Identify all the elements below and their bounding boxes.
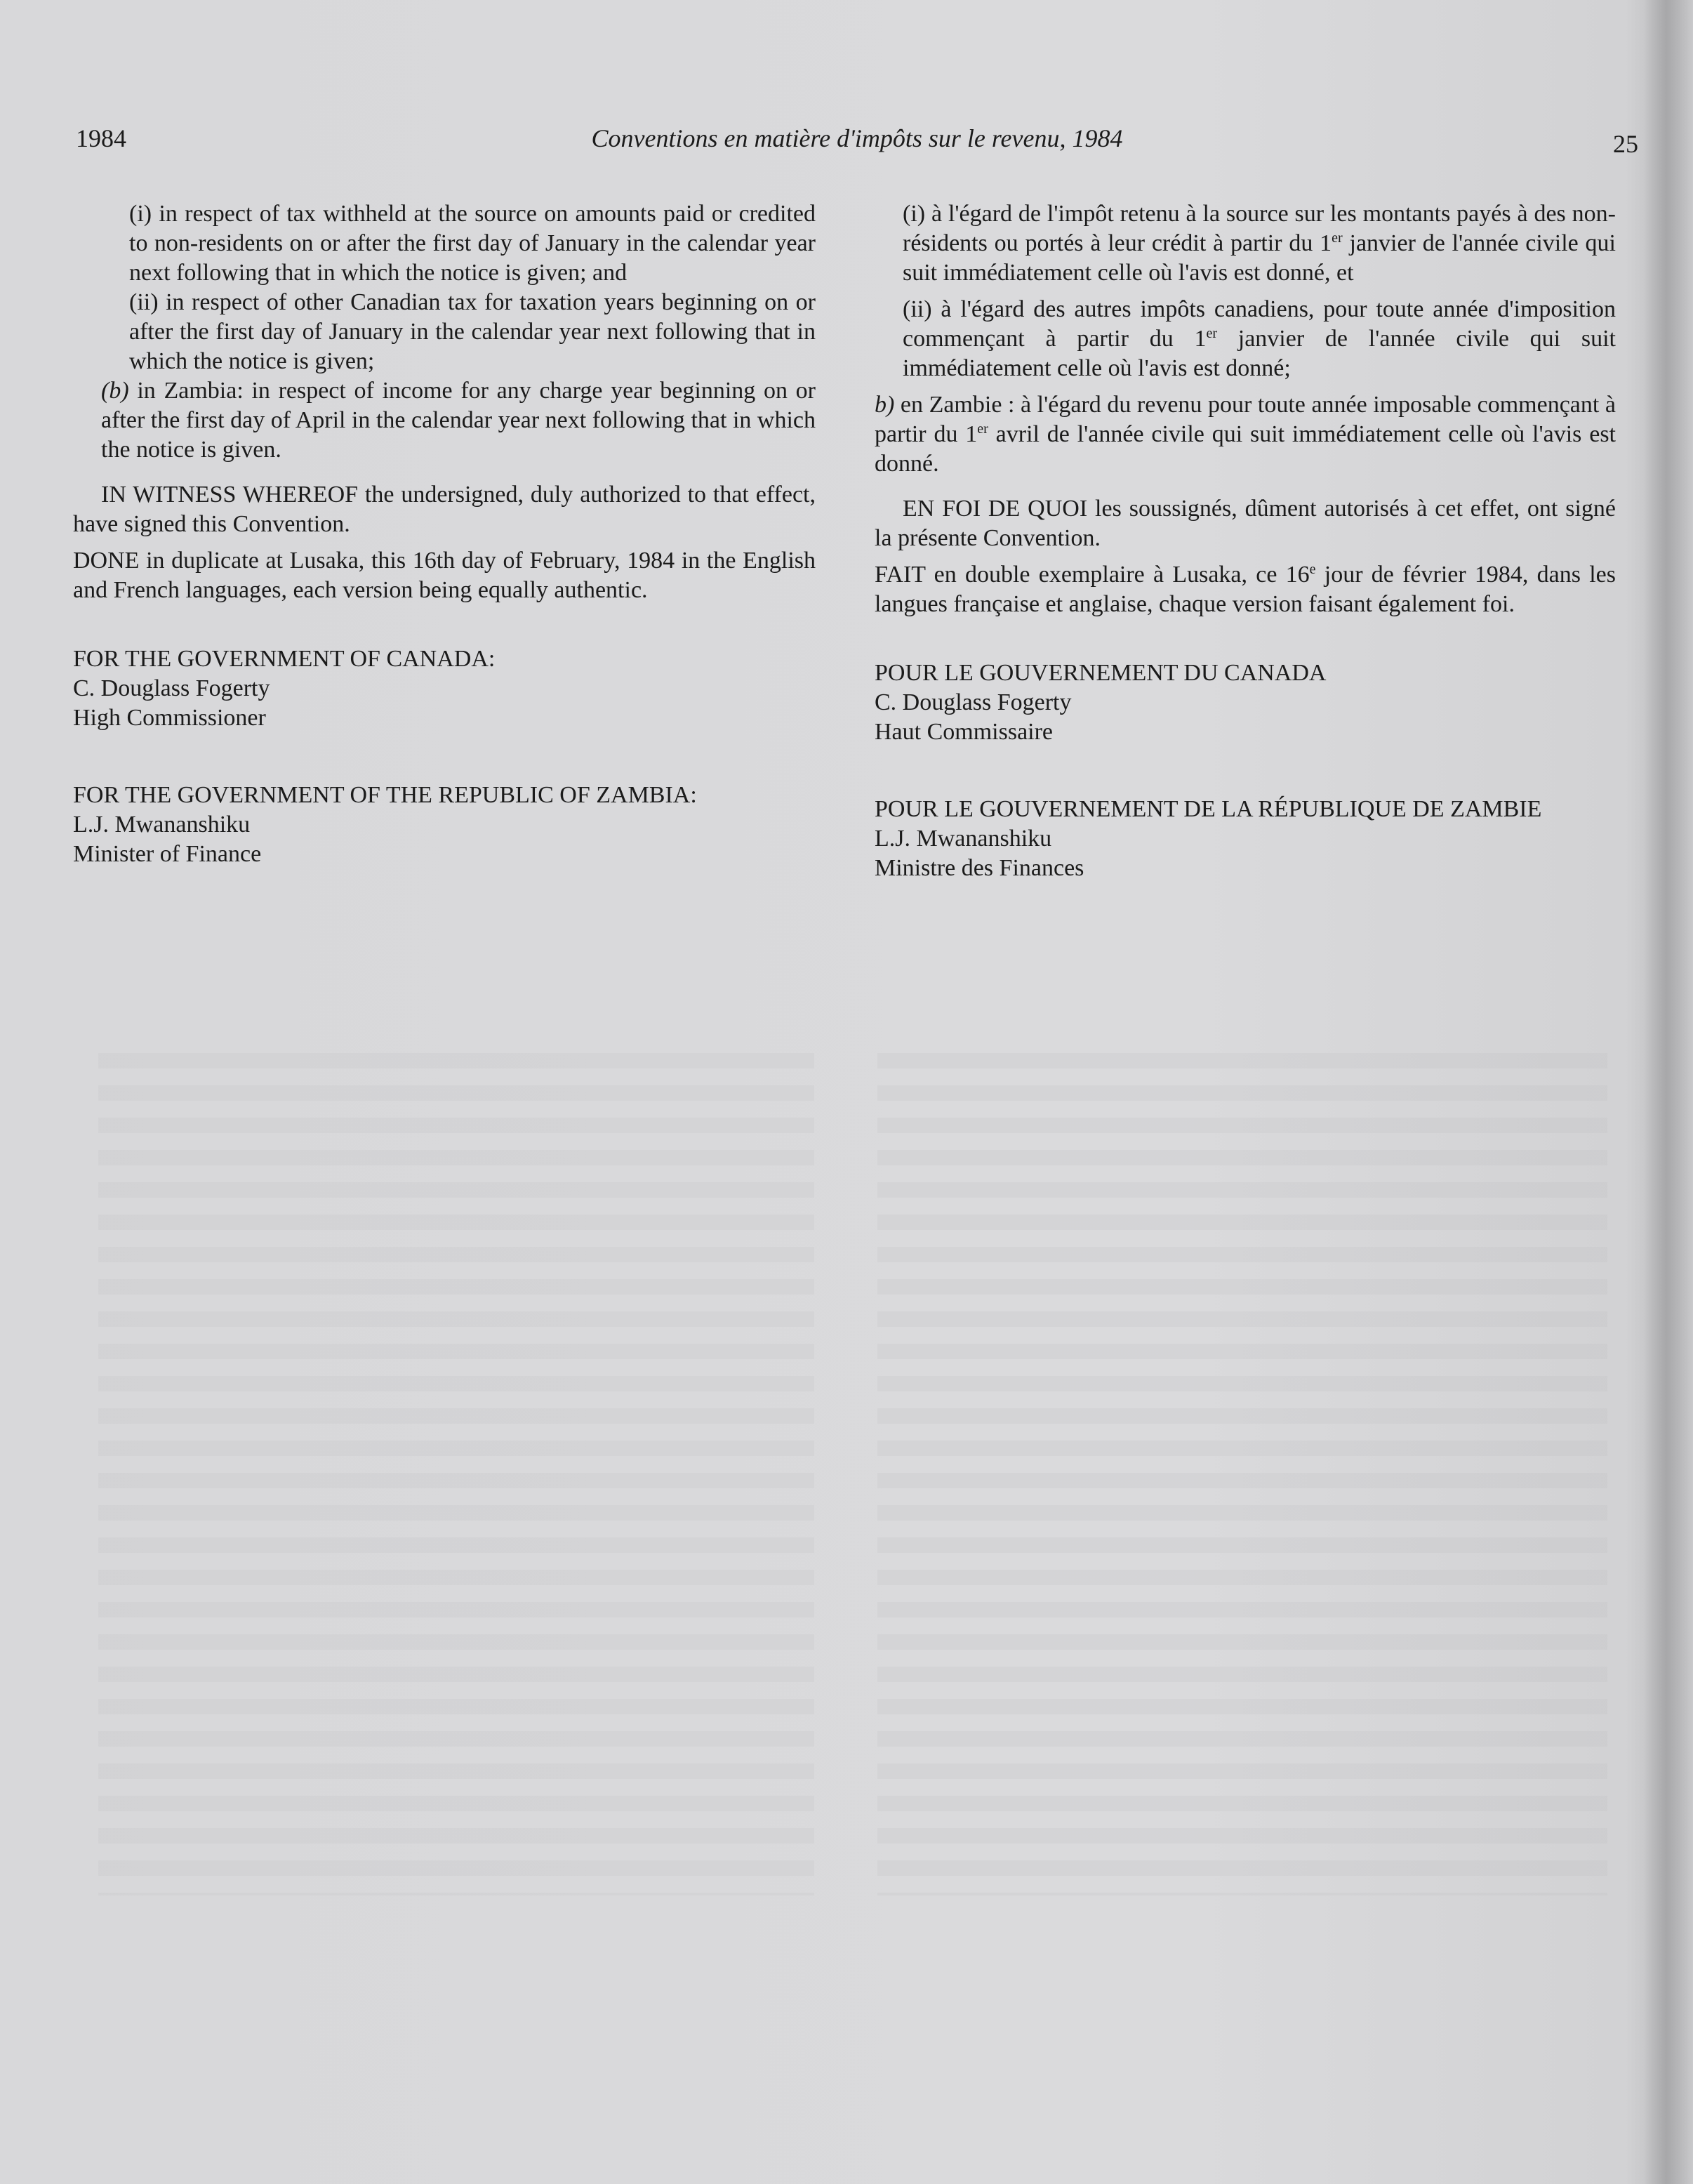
fr-item-ii — [875, 295, 1616, 383]
en-canada-signatory: C. Douglass Fogerty — [73, 675, 270, 701]
fr-item-ii-text-end: janvier de l'année civile qui suit immédiatement celle où l'avis est donné; — [903, 326, 1616, 381]
fr-item-ii-sup: er — [1206, 326, 1218, 341]
fr-item-i-text: (i) à l'égard de l'impôt retenu à la source sur les montants payés à des non-résidents ou portés à leur crédit à partir du 1 — [903, 201, 1616, 256]
show-through-texture — [98, 1053, 814, 1895]
fr-zambia-title: Ministre des Finances — [875, 855, 1084, 881]
en-item-b — [73, 376, 816, 465]
fr-witness-clause: EN FOI DE QUOI les soussignés, dûment autorisés à cet effet, ont signé la présente Convention. — [875, 496, 1616, 551]
french-column — [875, 199, 1616, 883]
en-canada-heading: FOR THE GOVERNMENT OF CANADA: — [73, 646, 496, 672]
fr-item-b-text: en Zambie : à l'égard du revenu pour toute année imposable commençant à partir du 1 — [875, 392, 1616, 447]
fr-done-text-end: jour de février 1984, dans les langues française et anglaise, chaque version faisant également foi. — [875, 562, 1616, 617]
header-title: Conventions en matière d'impôts sur le revenu, 1984 — [591, 124, 1123, 152]
en-done-clause: DONE in duplicate at Lusaka, this 16th day of February, 1984 in the English and French languages, each version being equally authentic. — [73, 548, 816, 603]
english-column — [73, 199, 816, 869]
fr-item-i-sup: er — [1332, 230, 1343, 246]
fr-canada-title: Haut Commissaire — [875, 719, 1054, 745]
en-item-ii: (ii) in respect of other Canadian tax for taxation years beginning on or after the first day of January in the calendar year next following that in which the notice is given; — [129, 289, 816, 374]
header-year: 1984 — [76, 124, 126, 152]
fr-done-text: FAIT en double exemplaire à Lusaka, ce 16 — [875, 562, 1310, 588]
fr-item-b — [875, 390, 1616, 479]
fr-item-i — [875, 199, 1616, 288]
page-edge-shadow — [1644, 0, 1693, 2184]
fr-item-ii-text: (ii) à l'égard des autres impôts canadiens, pour toute année d'imposition commençant à partir du 1 — [903, 296, 1616, 352]
en-canada-title: High Commissioner — [73, 705, 266, 731]
en-zambia-heading: FOR THE GOVERNMENT OF THE REPUBLIC OF ZAMBIA: — [73, 782, 697, 808]
fr-item-b-sup: er — [977, 421, 988, 437]
en-witness-clause: IN WITNESS WHEREOF the undersigned, duly authorized to that effect, have signed this Convention. — [73, 482, 816, 537]
fr-done-sup: e — [1309, 562, 1316, 577]
fr-canada-heading: POUR LE GOUVERNEMENT DU CANADA — [875, 660, 1327, 686]
en-zambia-title: Minister of Finance — [73, 841, 262, 867]
fr-zambia-heading: POUR LE GOUVERNEMENT DE LA RÉPUBLIQUE DE ZAMBIE — [875, 796, 1542, 822]
en-item-b-text: in Zambia: in respect of income for any charge year beginning on or after the first day of April in the calendar year next following that in which the notice is given. — [101, 378, 816, 463]
fr-done-clause — [875, 560, 1616, 619]
en-item-b-label: (b) — [101, 378, 129, 404]
en-zambia-signatory: L.J. Mwananshiku — [73, 812, 251, 838]
running-head — [76, 124, 1638, 159]
show-through-texture-right — [877, 1053, 1607, 1895]
fr-item-b-label: b) — [875, 392, 895, 418]
fr-item-i-text-end: janvier de l'année civile qui suit immédiatement celle où l'avis est donné, et — [903, 230, 1616, 286]
fr-item-b-text-end: avril de l'année civile qui suit immédiatement celle où l'avis est donné. — [875, 421, 1616, 477]
page-number: 25 — [1613, 130, 1638, 158]
fr-canada-signatory: C. Douglass Fogerty — [875, 689, 1072, 715]
fr-zambia-signatory: L.J. Mwananshiku — [875, 826, 1052, 852]
en-item-i: (i) in respect of tax withheld at the source on amounts paid or credited to non-residents on or after the first day of January in the calendar year next following that in which the notice is given; and — [129, 201, 816, 286]
